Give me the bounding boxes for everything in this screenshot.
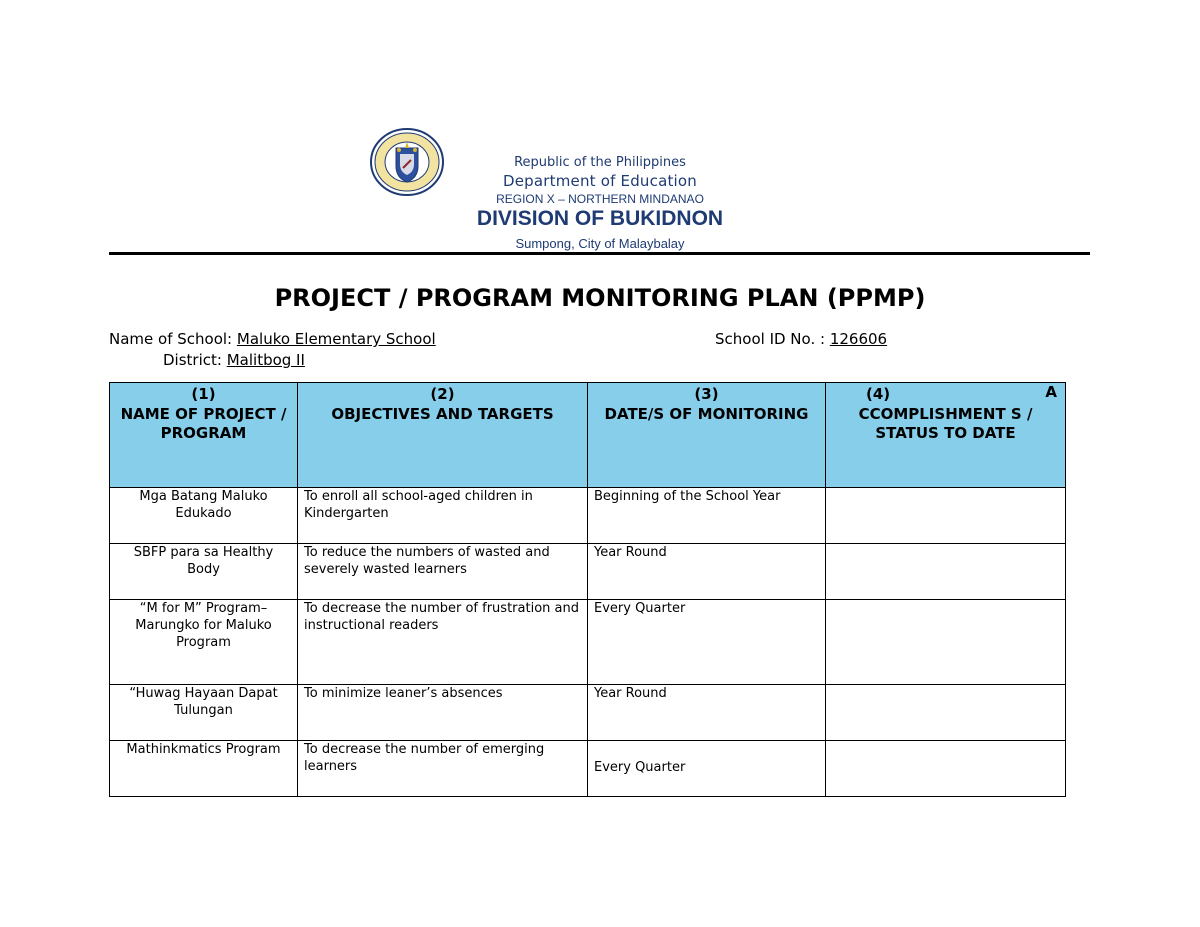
table-row — [110, 488, 1066, 544]
header-objectives: (2) OBJECTIVES AND TARGETS — [298, 383, 588, 488]
objective-cell: To minimize leaner’s absences — [298, 685, 588, 741]
objective-cell: To decrease the number of frustration and instructional readers — [298, 600, 588, 685]
school-name-row — [109, 330, 436, 348]
school-name-label: Name of School: — [109, 330, 233, 348]
status-cell — [826, 685, 1066, 741]
header-program: (1) NAME OF PROJECT / PROGRAM — [110, 383, 298, 488]
republic-line: Republic of the Philippines — [514, 155, 686, 170]
header-monitoring: (3) DATE/S OF MONITORING — [588, 383, 826, 488]
objective-cell: To enroll all school-aged children in Kindergarten — [298, 488, 588, 544]
monitoring-cell: Year Round — [588, 544, 826, 600]
program-cell: SBFP para sa Healthy Body — [110, 544, 298, 600]
monitoring-text: Every Quarter — [594, 760, 686, 775]
status-cell — [826, 544, 1066, 600]
table-row — [110, 685, 1066, 741]
school-id-row — [715, 330, 887, 348]
monitoring-cell: Every Quarter — [588, 600, 826, 685]
school-name-value: Maluko Elementary School — [236, 330, 436, 348]
table-row — [110, 544, 1066, 600]
district-label: District: — [163, 351, 222, 369]
program-cell: Mga Batang Maluko Edukado — [110, 488, 298, 544]
table-header-row — [110, 383, 1066, 488]
status-cell — [826, 488, 1066, 544]
program-cell: Mathinkmatics Program — [110, 741, 298, 797]
objective-cell: To decrease the number of emerging learners — [298, 741, 588, 797]
status-cell — [826, 741, 1066, 797]
region-line: REGION X – NORTHERN MINDANAO — [496, 192, 704, 206]
table-row — [110, 741, 1066, 797]
document-title: PROJECT / PROGRAM MONITORING PLAN (PPMP) — [274, 284, 926, 312]
district-row — [163, 351, 305, 369]
program-cell: “Huwag Hayaan Dapat Tulungan — [110, 685, 298, 741]
division-line: DIVISION OF BUKIDNON — [476, 207, 724, 230]
department-line: Department of Education — [502, 172, 698, 190]
location-line: Sumpong, City of Malaybalay — [515, 236, 685, 251]
monitoring-cell: Beginning of the School Year — [588, 488, 826, 544]
header-divider — [109, 252, 1090, 255]
monitoring-cell — [588, 741, 826, 797]
monitoring-plan-table — [109, 382, 1066, 797]
header-accomplishments: (4) A CCOMPLISHMENT S / STATUS TO DATE — [826, 383, 1066, 488]
program-cell: “M for M” Program– Marungko for Maluko Program — [110, 600, 298, 685]
status-cell — [826, 600, 1066, 685]
district-value: Malitbog II — [226, 351, 305, 369]
table-row — [110, 600, 1066, 685]
school-id-label: School ID No. : — [715, 330, 826, 348]
objective-cell: To reduce the numbers of wasted and severely wasted learners — [298, 544, 588, 600]
monitoring-cell: Year Round — [588, 685, 826, 741]
school-id-value: 126606 — [829, 330, 888, 348]
